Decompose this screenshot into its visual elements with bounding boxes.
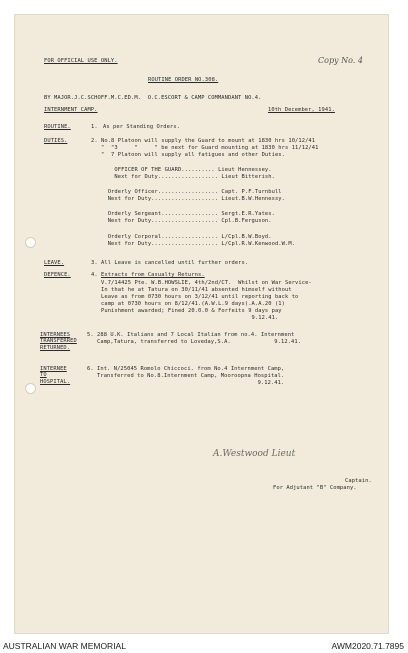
order-date: 10th December, 1941.	[268, 107, 335, 113]
duty-roster-line: Orderly Sergeant................. Sergt.E.R.Yates.	[101, 211, 275, 217]
issuer-line: BY MAJOR.J.C.SCHOFF.M.C.ED.M. O.C.ESCORT & CAMP COMMANDANT NO.4.	[44, 95, 262, 101]
transfer-line: 288 U.K. Italians and 7 Local Italian from no.4. Internment	[97, 332, 295, 338]
punch-hole	[25, 383, 36, 394]
copy-label	[318, 56, 363, 65]
section-heading-routine: ROUTINE.	[44, 124, 71, 130]
duty-roster-line: Orderly Corporal................. L/Cpl.B.W.Boyd.	[101, 234, 272, 240]
section-number: 6.	[87, 366, 94, 372]
section-number: 5.	[87, 332, 94, 338]
defence-line: In that he at Tatura on 30/11/41 absented himself without	[101, 287, 292, 293]
section-heading-internees-transferred: INTERNEES TRANSFERRED RETURNED.	[40, 332, 77, 351]
duty-roster-line: Next for Duty.................... L/Cpl.R.W.Kenwood.W.M.	[101, 241, 296, 247]
defence-line: Extracts from Casualty Returns.	[101, 272, 205, 278]
defence-line: V.7/14425 Pte. W.B.HOWSLIE, 4th/2nd/CT. Whilst on War Service-	[101, 280, 312, 286]
footer-institution: AUSTRALIAN WAR MEMORIAL	[3, 641, 126, 651]
leave-text: All Leave is cancelled until further orders.	[101, 260, 249, 266]
defence-line: camp at 0730 hours on 8/12/41.(A.W.L.9 days).A.A.20 (1)	[101, 301, 285, 307]
signatory-rank: Captain.	[345, 478, 372, 484]
duties-line: No.8 Platoon will supply the Guard to mount at 1830 hrs 10/12/41	[101, 138, 316, 144]
section-heading-internee-to-hospital: INTERNEE TO HOSPITAL.	[40, 366, 71, 385]
duties-line: " "3 " " be next for Guard mounting at 1830 hrs 11/12/41	[101, 145, 319, 151]
defence-line: Punishment awarded; Fined 20.0.0 & Forfeits 9 days pay	[101, 308, 282, 314]
routine-text: As per Standing Orders.	[103, 124, 180, 130]
duty-roster-line: Next for Duty.................... Cpl.B.Ferguson.	[101, 218, 272, 224]
camp-name: INTERNMENT CAMP.	[44, 107, 98, 113]
copy-number: 4	[357, 56, 363, 65]
footer-accession-number: AWM2020.71.7895	[331, 641, 404, 651]
classification-heading: FOR OFFICIAL USE ONLY.	[44, 58, 118, 64]
section-number: 1.	[91, 124, 98, 130]
defence-line: Leave as from 0730 hours on 3/12/41 until reporting back to	[101, 294, 299, 300]
order-title: ROUTINE ORDER NO.308.	[148, 77, 219, 83]
hospital-line: Transferred to No.8.Internment Camp, Mooroopna Hospital.	[97, 373, 285, 379]
section-heading-defence: DEFENCE.	[44, 272, 71, 278]
section-number: 4.	[91, 272, 98, 278]
section-number: 3.	[91, 260, 98, 266]
duties-line: " 7 Platoon will supply all fatigues and other Duties.	[101, 152, 285, 158]
duty-roster-line: OFFICER OF THE GUARD.......... Lieut Hennessey.	[101, 167, 272, 173]
handwritten-signature: A.Westwood Lieut	[213, 449, 296, 459]
duty-roster-line: Next for Duty.................... Lieut.B.W.Hennessy.	[101, 196, 285, 202]
transfer-line: Camp,Tatura, transferred to Loveday,S.A. 9.12.41.	[97, 339, 302, 345]
hospital-line: 9.12.41.	[97, 380, 285, 386]
hospital-line: Int. N/25045 Romolo Chiccoci. from No.4 Internment Camp,	[97, 366, 285, 372]
section-heading-leave: LEAVE.	[44, 260, 65, 266]
punch-hole	[25, 237, 36, 248]
section-number: 2.	[91, 138, 98, 144]
signatory-for-line: For Adjutant "B" Company.	[273, 485, 357, 491]
defence-line: 9.12.41.	[101, 315, 279, 321]
duty-roster-line: Next for Duty.................. Lieut Bitterish.	[101, 174, 275, 180]
duty-roster-line: Orderly Officer.................. Capt. P.F.Turnbull	[101, 189, 282, 195]
copy-handwritten: Copy No.	[318, 56, 356, 65]
section-heading-duties: DUTIES.	[44, 138, 68, 144]
